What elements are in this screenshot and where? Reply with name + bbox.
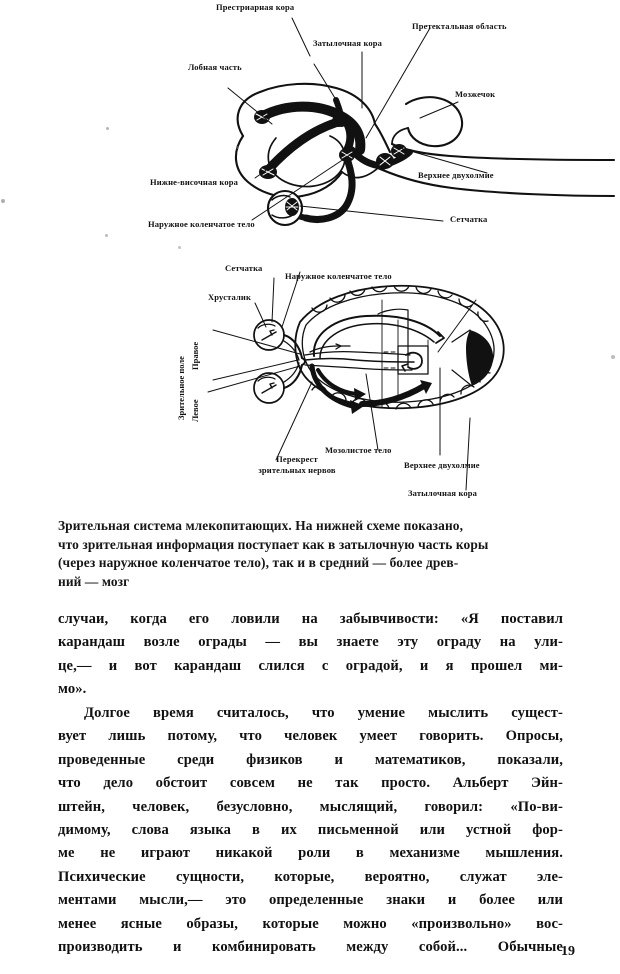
scan-speck	[611, 355, 615, 359]
brainstem-upper	[392, 144, 614, 160]
label-right-field: Правое	[190, 341, 200, 370]
text-line: це,— и вот карандаш слился с оградой, и я прошел ми-	[58, 657, 563, 674]
label-superior-colliculus: Верхнее двухолмие	[418, 170, 494, 180]
caption-line: Зрительная система млекопитающих. На нижней схеме показано,	[58, 518, 464, 533]
label-corpus-callosum: Мозолистое тело	[325, 445, 392, 455]
label-frontal-lobe: Лобная часть	[188, 62, 242, 72]
scan-speck	[106, 127, 109, 130]
label-occipital-cortex: Затылочная кора	[313, 38, 383, 48]
label-prestriate-cortex: Престриарная кора	[216, 2, 295, 12]
leader-retina-2	[272, 278, 274, 322]
label-visual-field: Зрительное поле	[176, 356, 186, 420]
label-pretectal-area: Претектальная область	[412, 21, 507, 31]
text-line: карандаш возле ограды — вы знаете эту ограду на ули-	[58, 634, 563, 651]
optic-chiasm	[302, 358, 305, 365]
pathway-ventral	[268, 122, 338, 170]
scan-speck	[236, 146, 239, 149]
paragraph-pencil	[58, 608, 563, 702]
leader-lines-top	[228, 18, 487, 221]
text-line: мо».	[58, 681, 87, 698]
page-number: 19	[561, 944, 575, 959]
cerebellum-outline	[406, 97, 462, 146]
label-superior-colliculus-2: Верхнее двухолмие	[404, 460, 480, 470]
caption-line: что зрительная информация поступает как в затылочную часть коры	[58, 536, 489, 552]
pathway-optic-tract	[306, 156, 352, 220]
text-line: случаи, когда его ловили на забывчивости: «Я поставил	[58, 611, 563, 627]
text-line: вует лишь потому, что человек умеет говорить. Опросы,	[58, 728, 563, 745]
text-line: штейн, человек, безусловно, мыслящий, говорил: «По-ви-	[58, 798, 563, 815]
caption-line: ний — мозг	[58, 573, 130, 589]
occipital-cortex-shading	[466, 330, 493, 386]
label-left-field: Левое	[190, 399, 200, 422]
label-inferotemporal-cortex: Нижне-височная кора	[150, 177, 238, 187]
label-retina-2: Сетчатка	[225, 263, 263, 273]
optic-nerve-right-a	[284, 335, 302, 358]
figure-caption	[58, 517, 563, 591]
text-line: ме не играют никакой роли в механизме мышления.	[58, 845, 563, 862]
tract-midline-2	[305, 365, 412, 370]
brainstem-lower	[378, 168, 614, 196]
label-lateral-geniculate-body: Наружное коленчатое тело	[148, 219, 255, 229]
label-retina: Сетчатка	[450, 214, 488, 224]
cerebellum-notch	[392, 128, 408, 144]
leader-corpus-callosum	[366, 374, 378, 450]
text-line: производить и комбинировать между собой... Обычные	[58, 939, 563, 956]
leader-occipital-2	[466, 418, 470, 490]
text-line: Психические сущности, которые, вероятно, служат эле-	[58, 868, 563, 885]
label-lens: Хрусталик	[208, 292, 252, 302]
text-line: димому, слова языка в их письменной или устной фор-	[58, 822, 563, 839]
text-line: что дело обстоит совсем не так просто. Альберт Эйн-	[58, 775, 563, 792]
scan-speck	[105, 234, 108, 237]
label-optic-chiasm-line1: Перекрест	[276, 454, 318, 464]
pathway-connector	[345, 120, 350, 152]
label-cerebellum: Мозжечок	[455, 89, 496, 99]
label-optic-chiasm-line2: зрительных нервов	[258, 465, 336, 475]
label-occipital-cortex-2: Затылочная кора	[408, 488, 478, 498]
text-line: Долгое время считалось, что умение мыслить сущест-	[84, 705, 563, 721]
text-line: ментами мысли,— это определенные знаки и более или	[58, 892, 563, 909]
scan-speck	[178, 246, 181, 249]
text-line: проведенные среди физиков и математиков, показали,	[58, 751, 563, 768]
brain-outline-occipital	[375, 124, 390, 152]
leader-prestriate-a	[292, 18, 310, 56]
leader-cerebellum	[420, 102, 458, 118]
leader-frontal	[228, 88, 272, 124]
paragraph-einstein	[58, 702, 563, 959]
label-lateral-geniculate-body-2: Наружное коленчатое тело	[285, 271, 392, 281]
caption-line: (через наружное коленчатое тело), так и в средний — более древ-	[58, 555, 459, 571]
scan-speck	[1, 199, 5, 203]
text-line: менее ясные образы, которые можно «произвольно» вос-	[58, 915, 563, 932]
